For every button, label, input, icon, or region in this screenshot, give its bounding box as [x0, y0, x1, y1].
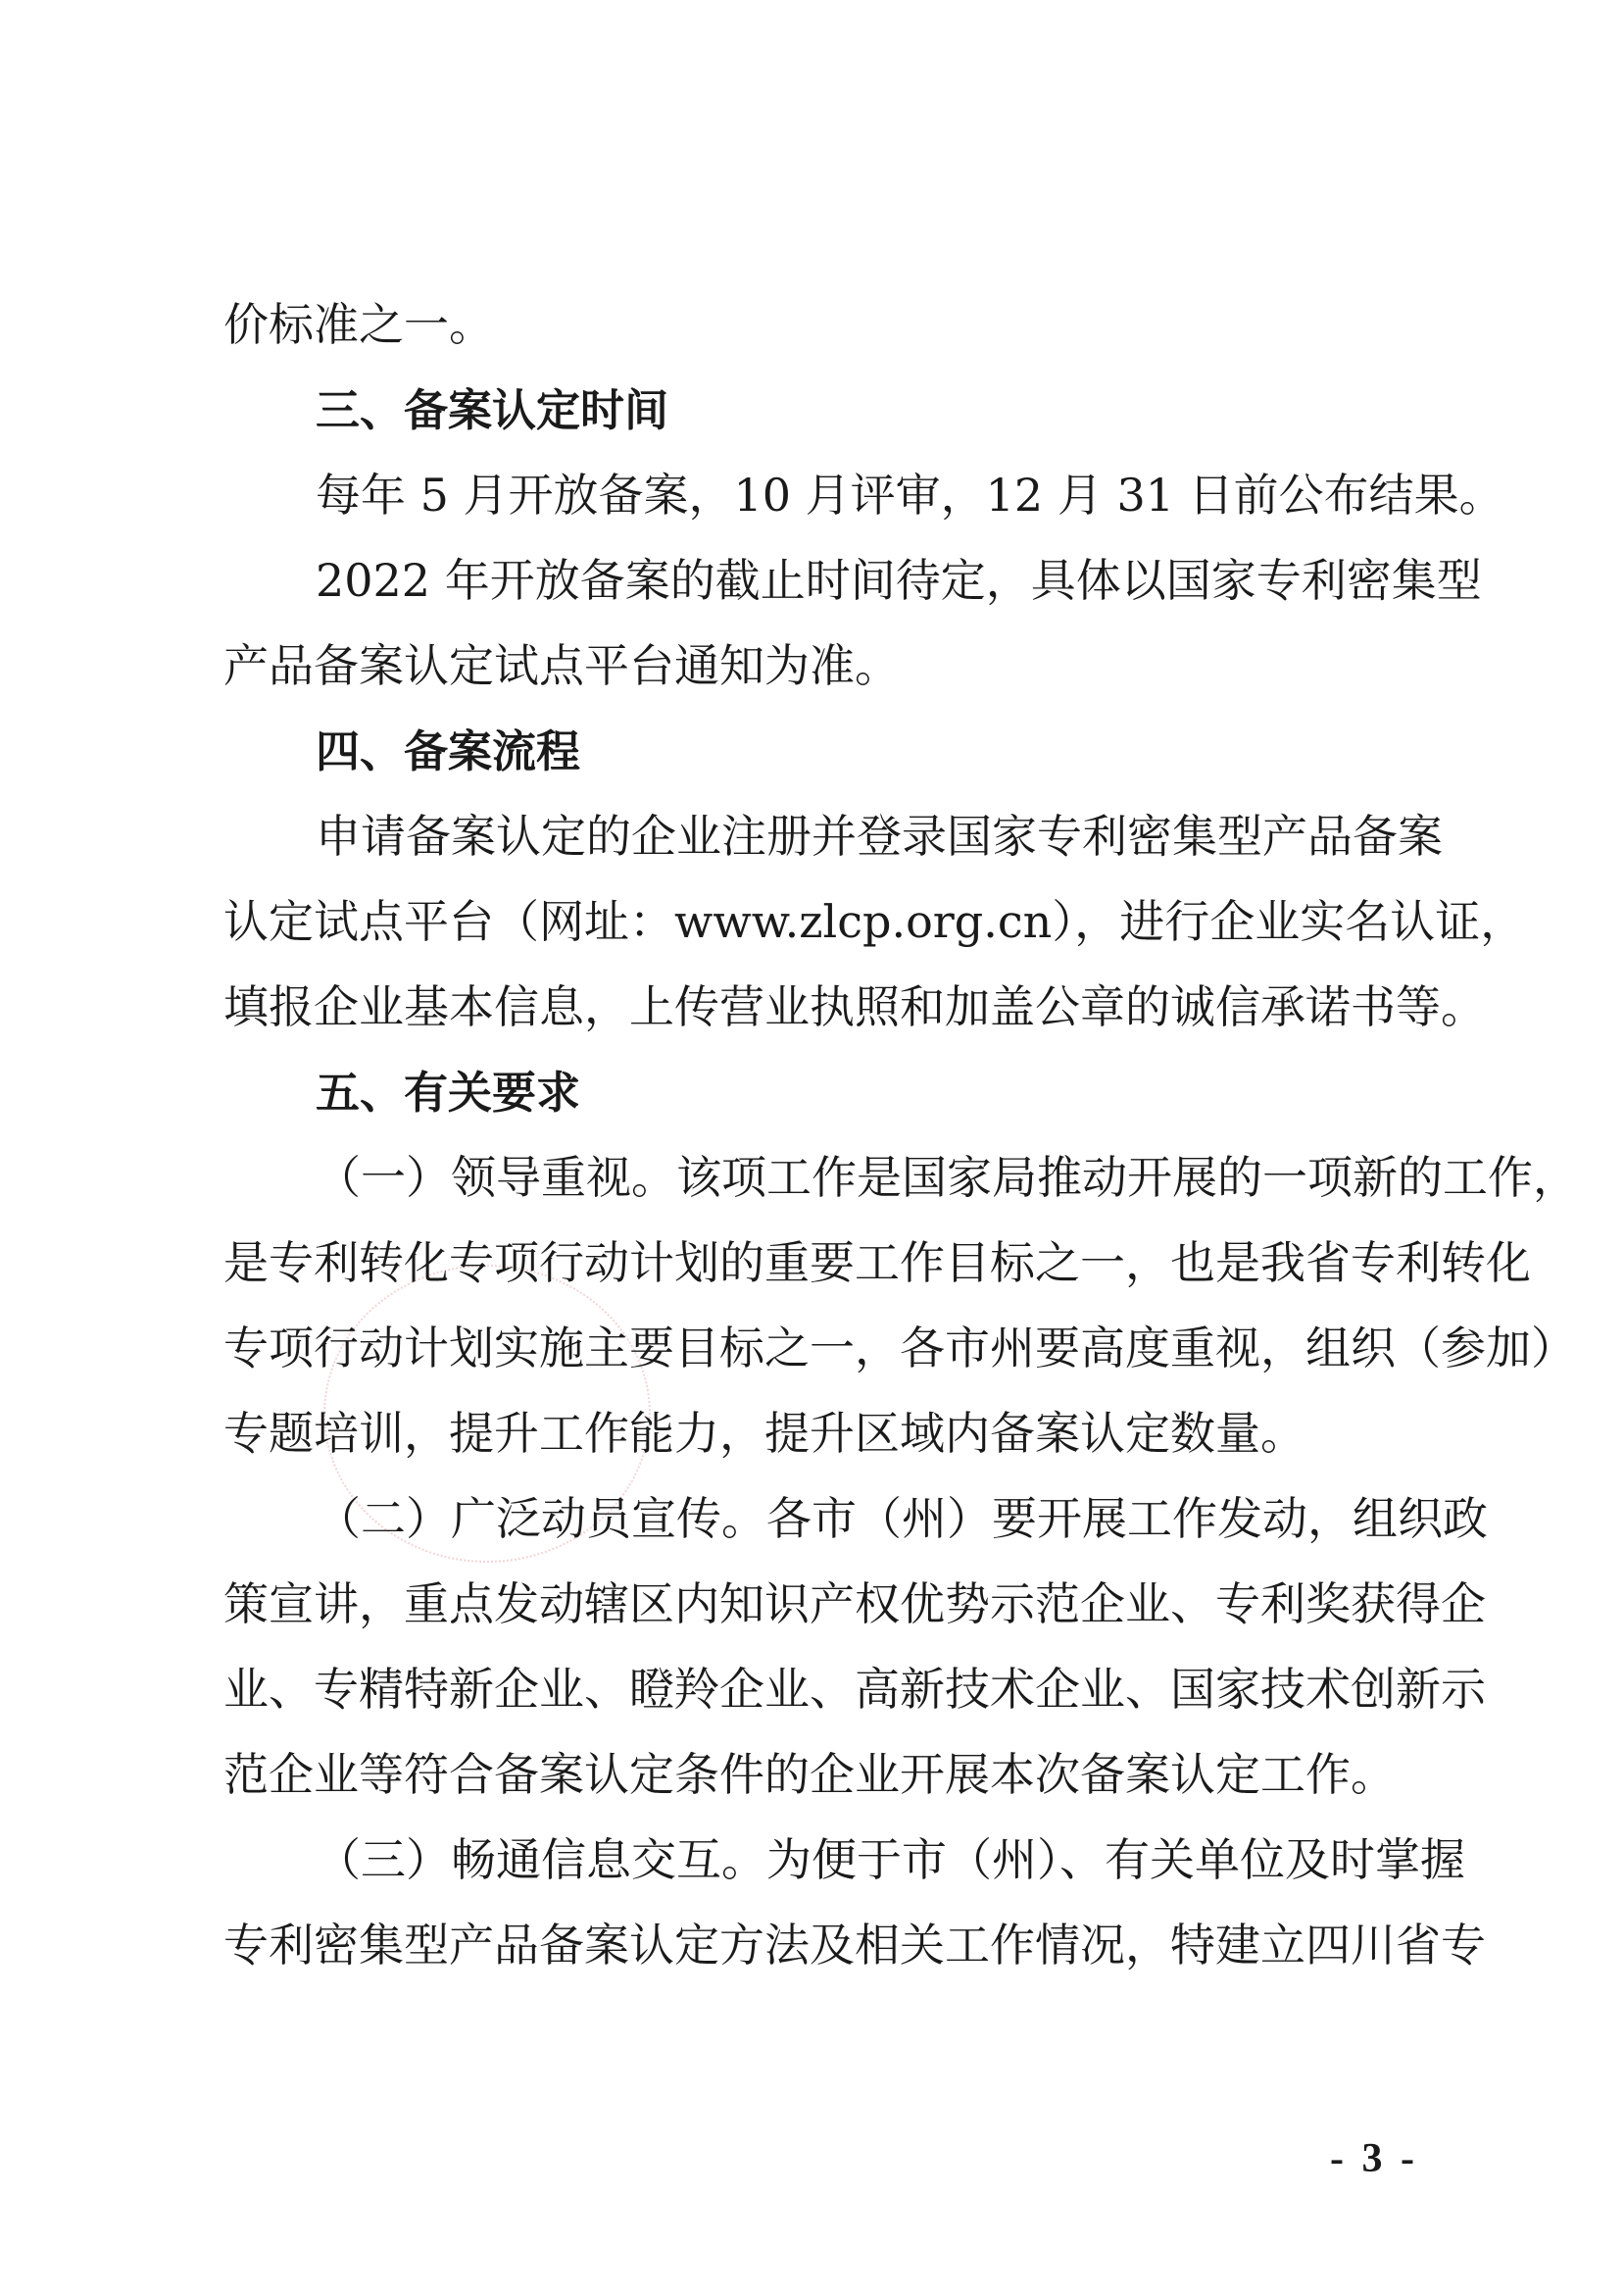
- text-line: （一）领导重视。该项工作是国家局推动开展的一项新的工作，: [316, 1151, 1578, 1204]
- heading-text: 四、备案流程: [316, 725, 581, 777]
- section-heading: [223, 709, 1439, 794]
- text-line: 专项行动计划实施主要目标之一，各市州要高度重视，组织（参加）: [223, 1322, 1576, 1374]
- text-line: （二）广泛动员宣传。各市（州）要开展工作发动，组织政: [316, 1492, 1488, 1545]
- text-line: 是专利转化专项行动计划的重要工作目标之一，也是我省专利转化: [223, 1236, 1531, 1289]
- text-line: 认定试点平台（网址：www.zlcp.org.cn），进行企业实名认证，: [223, 895, 1526, 948]
- text-line: 价标准之一。: [223, 298, 494, 351]
- text-line: 策宣讲，重点发动辖区内知识产权优势示范企业、专利奖获得企: [223, 1577, 1486, 1630]
- text-line: 专利密集型产品备案认定方法及相关工作情况，特建立四川省专: [223, 1919, 1486, 1972]
- text-line: 填报企业基本信息，上传营业执照和加盖公章的诚信承诺书等。: [223, 980, 1486, 1033]
- paragraph: [223, 1476, 1488, 1818]
- heading-text: 三、备案认定时间: [316, 384, 669, 436]
- text-line: 2022 年开放备案的截止时间待定，具体以国家专利密集型: [316, 554, 1482, 607]
- text-line: 范企业等符合备案认定条件的企业开展本次备案认定工作。: [223, 1748, 1396, 1801]
- page-number: - 3 -: [1330, 2136, 1418, 2181]
- heading-text: 五、有关要求: [316, 1067, 581, 1119]
- document-body: [223, 282, 1578, 1988]
- paragraph: [223, 453, 1504, 538]
- text-line: 申请备案认定的企业注册并登录国家专利密集型产品备案: [316, 810, 1443, 863]
- text-line: 专题培训，提升工作能力，提升区域内备案认定数量。: [223, 1407, 1305, 1460]
- paragraph: [223, 282, 1439, 368]
- text-line: 每年 5 月开放备案，10 月评审，12 月 31 日前公布结果。: [316, 469, 1504, 522]
- text-line: 业、专精特新企业、瞪羚企业、高新技术企业、国家技术创新示: [223, 1663, 1486, 1716]
- paragraph: [223, 1818, 1486, 1988]
- paragraph: [223, 538, 1482, 709]
- section-heading: [223, 368, 1439, 453]
- section-heading: [223, 1050, 1439, 1135]
- paragraph: [223, 1135, 1578, 1476]
- text-line: 产品备案认定试点平台通知为准。: [223, 639, 900, 692]
- paragraph: [223, 794, 1526, 1050]
- text-line: （三）畅通信息交互。为便于市（州）、有关单位及时掌握: [316, 1833, 1465, 1886]
